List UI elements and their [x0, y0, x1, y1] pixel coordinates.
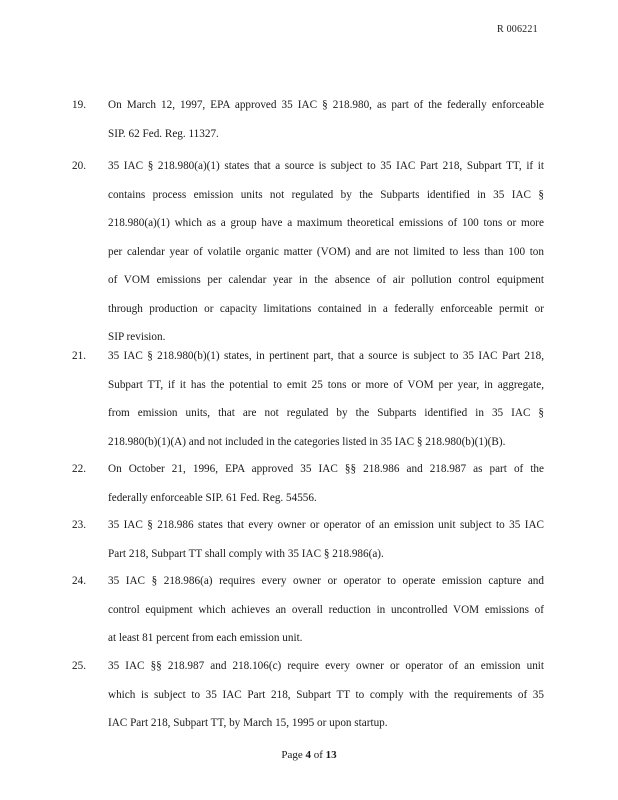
paragraph-line: 35 IAC §§ 218.987 and 218.106(c) require every owner or operator of an emission unit — [108, 660, 544, 672]
paragraph-line: through production or capacity limitations contained in a federally enforceable permit or — [108, 302, 544, 315]
paragraph-line: from emission units, that are not regulated by the Subparts identified in 35 IAC § — [108, 407, 544, 419]
paragraph-line: SIP. 62 Fed. Reg. 11327. — [108, 127, 219, 140]
paragraph-number: 25. — [72, 660, 86, 672]
paragraph-line: 35 IAC § 218.980(b)(1) states, in pertinent part, that a source is subject to 35 IAC Part 218, — [108, 350, 544, 362]
paragraph-line: Part 218, Subpart TT shall comply with 35 IAC § 218.986(a). — [108, 547, 384, 560]
paragraph-number: 22. — [72, 463, 86, 475]
footer-prefix: Page — [281, 749, 306, 761]
paragraph-line: 35 IAC § 218.980(a)(1) states that a source is subject to 35 IAC Part 218, Subpart TT, if it — [108, 160, 544, 172]
paragraph-line: On October 21, 1996, EPA approved 35 IAC §§ 218.986 and 218.987 as part of the — [108, 463, 544, 475]
paragraph-line: per calendar year of volatile organic matter (VOM) and are not limited to less than 100 ton — [108, 245, 544, 258]
paragraph-line: 218.980(a)(1) which as a group have a maximum theoretical emissions of 100 tons or more — [108, 217, 544, 229]
paragraph-number: 19. — [72, 99, 86, 111]
paragraph-line: control equipment which achieves an overall reduction in uncontrolled VOM emissions of — [108, 603, 544, 616]
bates-number: R 006221 — [497, 24, 538, 35]
paragraph-line: which is subject to 35 IAC Part 218, Subpart TT to comply with the requirements of 35 — [108, 688, 544, 701]
paragraph-number: 20. — [72, 160, 86, 172]
paragraph-number: 21. — [72, 350, 86, 362]
paragraph-line: Subpart TT, if it has the potential to emit 25 tons or more of VOM per year, in aggregate, — [108, 378, 544, 391]
paragraph-line: contains process emission units not regulated by the Subparts identified in 35 IAC § — [108, 188, 544, 201]
paragraph-number: 23. — [72, 519, 86, 531]
page-footer — [0, 749, 618, 761]
footer-page-total: 13 — [325, 749, 337, 761]
paragraph-line: SIP revision. — [108, 331, 166, 343]
paragraph-line: 218.980(b)(1)(A) and not included in the categories listed in 35 IAC § 218.980(b)(1)(B). — [108, 435, 506, 448]
paragraph-line: 35 IAC § 218.986(a) requires every owner or operator to operate emission capture and — [108, 575, 544, 587]
paragraph-line: of VOM emissions per calendar year in the absence of air pollution control equipment — [108, 274, 544, 286]
paragraph-line: 35 IAC § 218.986 states that every owner or operator of an emission unit subject to 35 IAC — [108, 519, 544, 531]
footer-middle: of — [310, 749, 326, 761]
paragraph-line: at least 81 percent from each emission unit. — [108, 632, 303, 644]
paragraph-line: federally enforceable SIP. 61 Fed. Reg. 54556. — [108, 491, 317, 504]
paragraph-line: On March 12, 1997, EPA approved 35 IAC § 218.980, as part of the federally enforceable — [108, 99, 544, 111]
paragraph-line: IAC Part 218, Subpart TT, by March 15, 1995 or upon startup. — [108, 717, 388, 729]
footer-page-number: 4 — [305, 749, 311, 761]
paragraph-number: 24. — [72, 575, 86, 587]
